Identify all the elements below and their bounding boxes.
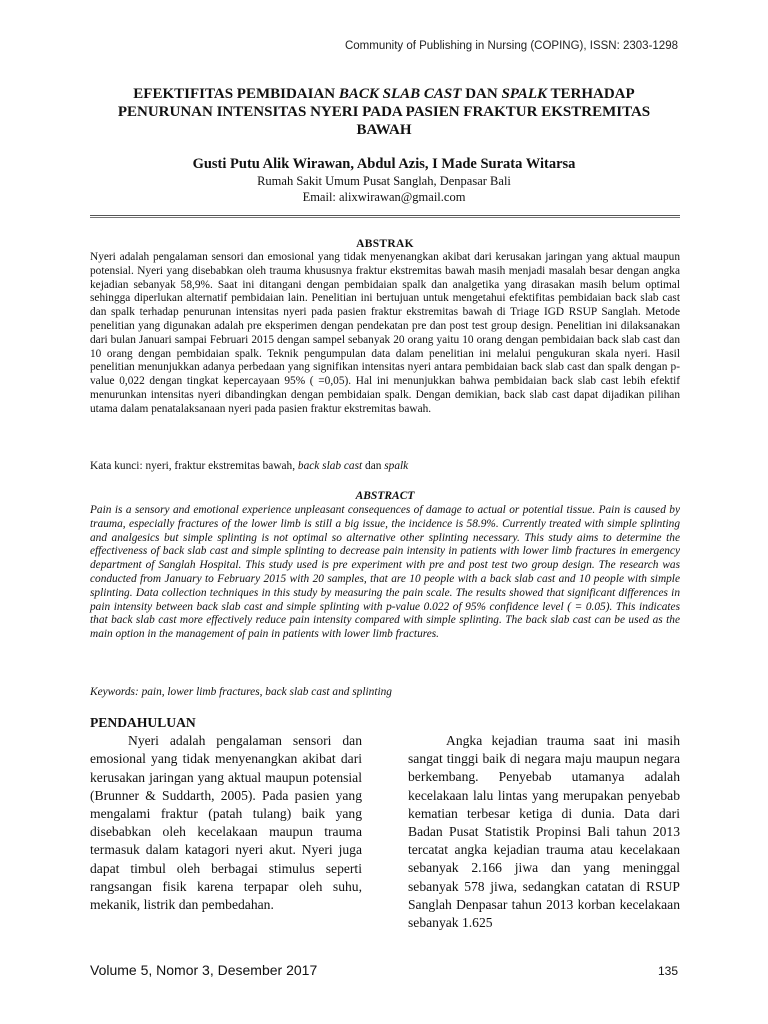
kata-kunci-italic-2: spalk — [384, 460, 409, 472]
abstrak-text: Nyeri adalah pengalaman sensori dan emosional yang tidak menyenangkan akibat dari kerusakan jaringan yang aktual maupun potensial. Nyeri yang disebabkan oleh trauma khususnya fraktur ekstremitas bawah masih menjadi masalah besar dengan angka kejadian sebanyak 58,9%. Saat ini ditangani dengan pembidaian spalk dan analgetika yang dirasakan masih belum optimal sehingga diperlukan alternatif pembidaian lain. Penelitian ini bertujuan untuk mengetahui efektifitas pembidaian back slab cast dan spalk terhadap penurunan intensitas nyeri pada pasien fraktur ekstremitas bawah di Triage IGD RSUP Sanglah. Metode penelitian yang digunakan adalah pre eksperimen dengan pendekatan pre dan post test group design. Penelitian ini dilaksanakan dari bulan Januari sampai Februari 2015 dengan sampel sebanyak 20 orang yaitu 10 orang dengan pembidaian back slab cast dan 10 orang dengan pembidaian spalk. Teknik pengumpulan data dalam penelitian ini melalui pengukuran skala nyeri. Hasil penelitian menunjukkan adanya perbedaan yang signifikan intensitas nyeri antara pembidaian back slab cast dan spalk dengan p- value 0,022 dengan tingkat kepercayaan 95% ( =0,05). Hal ini menunjukkan bahwa pembidaian back slab cast lebih efektif menurunkan intensitas nyeri dibandingkan dengan pembidaian spalk. Dengan demikian, back slab cast dapat dijadikan pilihan utama dalam penatalaksanaan nyeri pada pasien fraktur ekstremitas bawah. — [90, 251, 680, 415]
footer-volume: Volume 5, Nomor 3, Desember 2017 — [90, 962, 318, 978]
paragraph-left: Nyeri adalah pengalaman sensori dan emosional yang tidak menyenangkan akibat dari kerusakan jaringan yang aktual maupun potensial (Brunner & Suddarth, 2005). Pada pasien yang mengalami fraktur (patah tulang) baik yang disebabkan oleh kecelakaan maupun trauma termasuk dalam katagori nyeri akut. Nyeri juga dapat timbul oleh berbagai stimulus seperti rangsangan fisik karena terpapar oleh suhu, mekanik, listrik dan pembedahan. — [90, 733, 362, 913]
page-number: 135 — [657, 964, 678, 978]
journal-header: Community of Publishing in Nursing (COPING), ISSN: 2303-1298 — [344, 40, 678, 52]
kata-kunci — [90, 460, 680, 472]
title-part2: BACK SLAB CAST — [338, 86, 462, 102]
authors: Gusti Putu Alik Wirawan, Abdul Azis, I Made Surata Witarsa — [192, 156, 576, 172]
kata-kunci-italic-1: back slab cast — [297, 460, 363, 472]
title-part4: SPALK — [501, 86, 548, 102]
body-column-left — [90, 714, 362, 914]
affiliation-block — [95, 173, 673, 205]
section-heading: PENDAHULUAN — [90, 715, 196, 730]
header-divider — [90, 215, 680, 216]
title-part5: TERHADAP PENURUNAN INTENSITAS NYERI PADA PASIEN FRAKTUR EKSTREMITAS BAWAH — [117, 86, 651, 138]
body-column-right — [408, 732, 680, 932]
affiliation: Rumah Sakit Umum Pusat Sanglah, Denpasar Bali — [257, 174, 511, 188]
kata-kunci-prefix: Kata kunci: nyeri, fraktur ekstremitas bawah, — [90, 460, 298, 472]
email: Email: alixwirawan@gmail.com — [302, 190, 466, 204]
abstrak-heading: ABSTRAK — [356, 238, 414, 250]
kata-kunci-mid: dan — [362, 460, 385, 472]
abstrak-body — [90, 251, 680, 417]
abstract-body: Pain is a sensory and emotional experience unpleasant consequences of damage to actual or potential tissue. Pain is caused by trauma, especially fractures of the lower limb is still a big issue, the incidence is 58.9%. Currently treated with simple splinting and analgesics but simple splinting is not optimal so alternative other splinting necessary. This study aims to determine the effectiveness of back slab cast and simple splinting to decrease pain intensity in patients with lower limb fractures in emergency department of Sanglah Hospital. This study used is pre experiment with pre and post test two group design. The research was conducted from January to February 2015 with 20 samples, that are 10 people with a back slab cast and 10 people with simple splinting. Data collection techniques in this study by measuring the pain scale. The results showed that significant differences in pain intensity between back slab cast and simple splinting with p-value 0.022 of 95% confidence level ( = 0.05). This indicates that back slab cast more effectively reduce pain intensity compared with simple splinting. The back slab cast can be used as the main option in the management of pain in patients with lower limb fractures. — [90, 504, 680, 641]
title-part1: EFEKTIFITAS PEMBIDAIAN — [133, 86, 339, 102]
abstract-heading: ABSTRACT — [355, 490, 415, 502]
title-part3: DAN — [461, 86, 502, 102]
abstract-keywords: Keywords: pain, lower limb fractures, back slab cast and splinting — [90, 686, 392, 698]
paper-title — [95, 85, 673, 139]
paragraph-right: Angka kejadian trauma saat ini masih sangat tinggi baik di negara maju maupun negara berkembang. Penyebab utamanya adalah kecelakaan lalu lintas yang merupakan penyebab kematian terbesar ketiga di dunia. Data dari Badan Pusat Statistik Propinsi Bali tahun 2013 tercatat angka kejadian trauma atau kecelakaan sebanyak 2.166 jiwa dan yang meninggal sebanyak 578 jiwa, sedangkan catatan di RSUP Sanglah Denpasar tahun 2013 korban kecelakaan sebanyak 1.625 — [408, 733, 680, 931]
